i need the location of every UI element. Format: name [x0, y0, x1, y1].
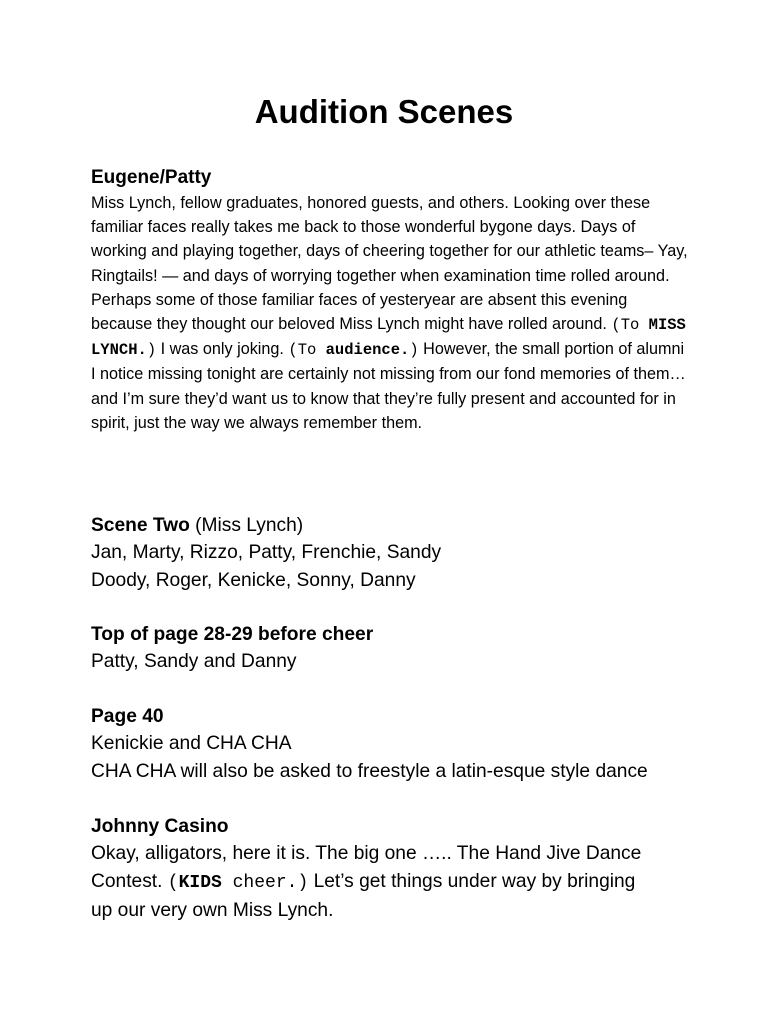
scene-two-note: (Miss Lynch) [189, 515, 304, 536]
monologue-text-c: However, the small portion of alumni I notice missing tonight are certainly not missing from our fond memories of them… and I’m sure they’d want us to know that they’re fully present and accounted for in spirit, just the way we always remember them. [91, 340, 686, 432]
top-of-page-section [91, 621, 701, 676]
section-heading-page-40: Page 40 [91, 706, 164, 727]
section-heading-johnny-casino: Johnny Casino [91, 816, 229, 837]
page-40-cast-line: Kenickie and CHA CHA [91, 733, 292, 755]
monologue-text-a: Miss Lynch, fellow graduates, honored guests, and others. Looking over these familiar faces really takes me back to those wonderful bygone days. Days of working and playing together, days of cheering together for our athletic teams– Yay, Ringtails! — and days of worrying together when examination time rolled around. Perhaps some of those familiar faces of yesteryear are absent this evening because they thought our beloved Miss Lynch might have rolled around. [91, 194, 688, 334]
johnny-casino-line-2: Contest. (KIDS cheer.) Let’s get things under way by bringing [91, 870, 636, 893]
johnny-casino-line-3: up our very own Miss Lynch. [91, 900, 334, 922]
page-40-section [91, 703, 701, 785]
scene-two-section [91, 512, 701, 594]
scene-two-cast-line-2: Doody, Roger, Kenicke, Sonny, Danny [91, 569, 416, 591]
stage-direction-kids-cheer: (KIDS cheer.) [167, 872, 309, 893]
eugene-patty-monologue [91, 191, 691, 435]
stage-direction-miss-lynch: (To MISS LYNCH.) [91, 316, 686, 360]
page-40-note-line: CHA CHA will also be asked to freestyle a latin-esque style dance [91, 760, 648, 782]
section-heading-eugene-patty: Eugene/Patty [91, 167, 212, 188]
section-heading-scene-two: Scene Two [91, 515, 190, 536]
top-of-page-cast-line: Patty, Sandy and Danny [91, 651, 297, 673]
johnny-casino-line-1: Okay, alligators, here it is. The big one ….. The Hand Jive Dance [91, 843, 642, 865]
section-heading-top-of-page: Top of page 28-29 before cheer [91, 624, 374, 645]
scene-two-heading-line [91, 512, 701, 539]
monologue-text-b: I was only joking. [156, 340, 289, 359]
stage-direction-audience: (To audience.) [288, 341, 419, 360]
page-title: Audition Scenes [254, 93, 514, 130]
scene-two-cast-line-1: Jan, Marty, Rizzo, Patty, Frenchie, Sandy [91, 542, 442, 564]
johnny-casino-section [91, 813, 701, 925]
